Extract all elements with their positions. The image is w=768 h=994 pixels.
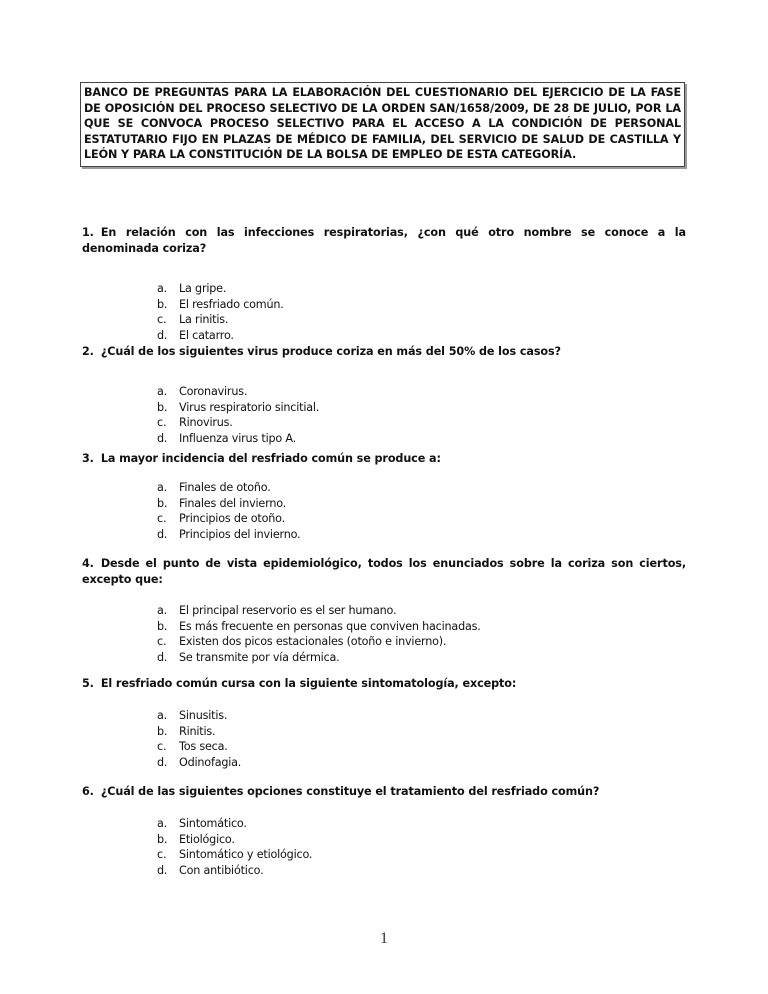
question-text: En relación con las infecciones respiratorias, ¿con qué otro nombre se conoce a la denominada coriza?: [82, 226, 686, 255]
option-c: [157, 847, 312, 863]
question-number: 5.: [82, 677, 94, 690]
option-text: Virus respiratorio sincitial.: [179, 400, 320, 414]
question-text: La mayor incidencia del resfriado común se produce a:: [100, 452, 441, 465]
option-text: Influenza virus tipo A.: [179, 431, 296, 445]
option-letter: d.: [157, 431, 168, 445]
option-letter: c.: [157, 416, 167, 430]
option-a: [157, 384, 319, 400]
option-text: Con antibiótico.: [179, 863, 264, 877]
option-text: El catarro.: [179, 328, 234, 342]
option-letter: b.: [157, 832, 168, 846]
question-5: [82, 676, 686, 692]
option-b: [157, 400, 319, 416]
option-b: [157, 724, 241, 740]
option-text: Tos seca.: [179, 740, 228, 754]
option-b: [157, 619, 481, 635]
question-number: 1.: [82, 226, 94, 239]
question-4: [82, 556, 686, 587]
option-text: Rinovirus.: [179, 416, 233, 430]
option-c: [157, 739, 241, 755]
option-a: [157, 603, 481, 619]
question-text: ¿Cuál de las siguientes opciones constituye el tratamiento del resfriado común?: [100, 785, 600, 798]
question-number: 6.: [82, 785, 94, 798]
option-text: Sintomático.: [179, 817, 247, 830]
option-text: El principal reservorio es el ser humano.: [179, 604, 397, 617]
option-d: [157, 527, 300, 543]
option-text: Principios del invierno.: [179, 527, 301, 541]
option-a: [157, 281, 284, 297]
option-text: La rinitis.: [179, 313, 229, 327]
option-c: [157, 634, 481, 650]
question-text: El resfriado común cursa con la siguiente sintomatología, excepto:: [100, 677, 517, 690]
option-letter: b.: [157, 724, 168, 738]
option-letter: b.: [157, 619, 168, 633]
option-a: [157, 816, 312, 832]
option-letter: a.: [157, 385, 168, 398]
question-text: ¿Cuál de los siguientes virus produce coriza en más del 50% de los casos?: [100, 345, 561, 358]
option-c: [157, 312, 284, 328]
option-letter: a.: [157, 817, 168, 830]
option-text: Se transmite por vía dérmica.: [179, 650, 340, 664]
option-text: Es más frecuente en personas que conviven hacinadas.: [179, 619, 481, 633]
option-text: Principios de otoño.: [179, 512, 285, 526]
option-letter: c.: [157, 313, 167, 327]
option-letter: b.: [157, 297, 168, 311]
option-text: Rinitis.: [179, 724, 216, 738]
option-letter: c.: [157, 848, 167, 862]
option-a: [157, 708, 241, 724]
option-letter: d.: [157, 863, 168, 877]
option-letter: d.: [157, 755, 168, 769]
document-title-box: [80, 82, 685, 167]
option-text: Existen dos picos estacionales (otoño e invierno).: [179, 635, 447, 649]
page-number: 1: [380, 930, 388, 947]
question-2-options: [157, 384, 319, 446]
option-d: [157, 431, 319, 447]
option-letter: d.: [157, 328, 168, 342]
question-1-options: [157, 281, 284, 343]
option-text: Etiológico.: [179, 832, 235, 846]
option-letter: a.: [157, 709, 168, 722]
option-letter: b.: [157, 400, 168, 414]
question-3: [82, 451, 686, 467]
option-text: Odinofagia.: [179, 755, 242, 769]
option-text: Finales del invierno.: [179, 496, 287, 510]
option-text: Sinusitis.: [179, 709, 228, 722]
option-d: [157, 755, 241, 771]
question-6-options: [157, 816, 312, 878]
option-d: [157, 328, 284, 344]
option-b: [157, 496, 300, 512]
option-letter: c.: [157, 512, 167, 526]
option-text: Coronavirus.: [179, 385, 248, 398]
question-number: 2.: [82, 345, 94, 358]
option-text: El resfriado común.: [179, 297, 284, 311]
question-1: [82, 225, 686, 256]
option-letter: c.: [157, 740, 167, 754]
option-letter: b.: [157, 496, 168, 510]
option-c: [157, 511, 300, 527]
option-letter: a.: [157, 604, 168, 617]
document-title: BANCO DE PREGUNTAS PARA LA ELABORACIÓN DEL CUESTIONARIO DEL EJERCICIO DE LA FASE DE OPOSICIÓN DEL PROCESO SELECTIVO DE LA ORDEN SAN/1658/2009, DE 28 DE JULIO, POR LA QUE SE CONVOCA PROCESO SELECTIVO PARA EL ACCESO A LA CONDICIÓN DE PERSONAL ESTATUTARIO FIJO EN PLAZAS DE MÉDICO DE FAMILIA, DEL SERVICIO DE SALUD DE CASTILLA Y LEÓN Y PARA LA CONSTITUCIÓN DE LA BOLSA DE EMPLEO DE ESTA CATEGORÍA.: [84, 86, 681, 161]
option-letter: d.: [157, 650, 168, 664]
option-text: Sintomático y etiológico.: [179, 848, 313, 862]
option-d: [157, 863, 312, 879]
option-letter: a.: [157, 282, 168, 295]
question-number: 4.: [82, 557, 94, 570]
option-a: [157, 480, 300, 496]
option-c: [157, 415, 319, 431]
option-b: [157, 297, 284, 313]
option-d: [157, 650, 481, 666]
question-4-options: [157, 603, 481, 665]
question-6: [82, 784, 686, 800]
option-letter: c.: [157, 635, 167, 649]
option-b: [157, 832, 312, 848]
question-number: 3.: [82, 452, 94, 465]
question-5-options: [157, 708, 241, 770]
option-text: Finales de otoño.: [179, 481, 271, 494]
option-letter: a.: [157, 481, 168, 494]
question-2: [82, 344, 686, 360]
option-letter: d.: [157, 527, 168, 541]
question-3-options: [157, 480, 300, 542]
question-text: Desde el punto de vista epidemiológico, todos los enunciados sobre la coriza son ciertos, excepto que:: [82, 557, 686, 586]
option-text: La gripe.: [179, 282, 227, 295]
